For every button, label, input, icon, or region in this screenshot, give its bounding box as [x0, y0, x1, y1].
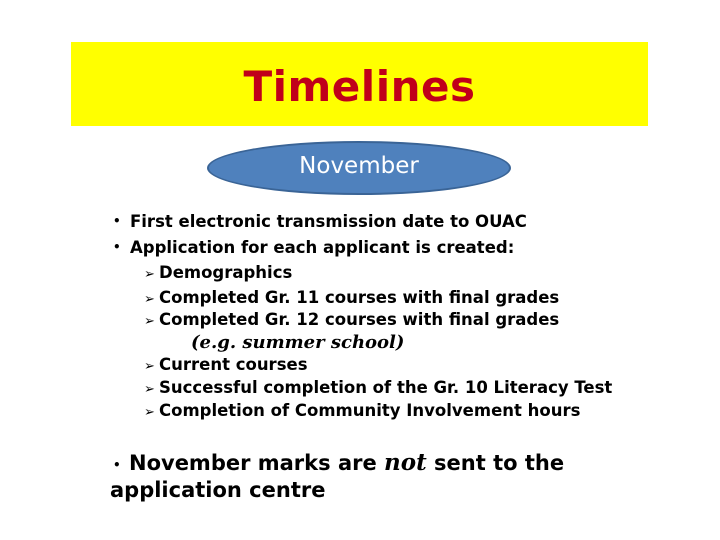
- sub-item-gr11: Completed Gr. 11 courses with final grades: [159, 288, 560, 307]
- sub-item-current: Current courses: [159, 355, 308, 374]
- footer-note-emphasis: not: [384, 449, 427, 476]
- arrow-right-icon: ➢: [144, 382, 155, 397]
- bullet-item-1: First electronic transmission date to OUAC: [130, 212, 527, 231]
- footer-note-line-1: [129, 451, 564, 474]
- sub-item-demographics: Demographics: [159, 263, 293, 282]
- month-ellipse: [207, 141, 511, 195]
- bullet-item-2: Application for each applicant is created:: [130, 238, 515, 257]
- month-label: November: [299, 153, 419, 179]
- arrow-right-icon: ➢: [144, 359, 155, 374]
- slide-title: Timelines: [243, 61, 476, 111]
- arrow-right-icon: ➢: [144, 314, 155, 329]
- summer-school-note: (e.g. summer school): [191, 332, 405, 353]
- sub-item-literacy: Successful completion of the Gr. 10 Literacy Test: [159, 378, 613, 397]
- arrow-right-icon: ➢: [144, 292, 155, 307]
- footer-note-part1: November marks are: [129, 451, 385, 475]
- footer-note-line-2: application centre: [110, 478, 326, 502]
- arrow-right-icon: ➢: [144, 267, 155, 282]
- bullet-dot-icon: •: [113, 214, 121, 228]
- sub-item-gr12: Completed Gr. 12 courses with final grades: [159, 310, 560, 329]
- bullet-dot-icon: •: [113, 458, 121, 472]
- footer-note-part2: sent to the: [426, 451, 565, 475]
- arrow-right-icon: ➢: [144, 405, 155, 420]
- sub-item-community: Completion of Community Involvement hours: [159, 401, 581, 420]
- title-banner: [71, 42, 648, 126]
- bullet-dot-icon: •: [113, 240, 121, 254]
